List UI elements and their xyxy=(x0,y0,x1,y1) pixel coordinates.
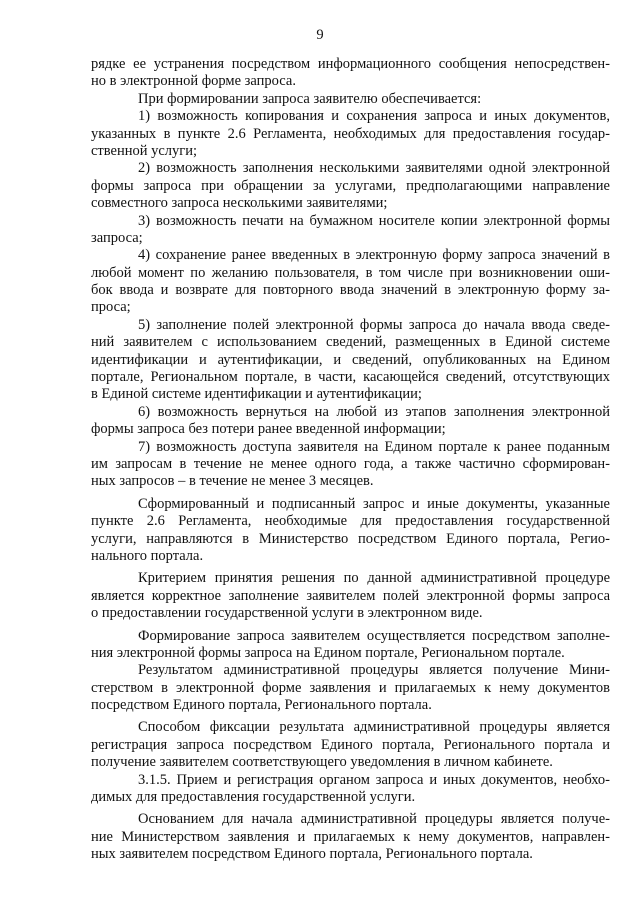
text-line: 2) возможность заполнения несколькими заявителями одной электронной xyxy=(138,160,610,177)
text-line: проса; xyxy=(91,299,131,316)
paragraph xyxy=(91,662,610,714)
text-line: Основанием для начала административной процедуры является получе- xyxy=(138,811,610,828)
text-line: совместного запроса несколькими заявителями; xyxy=(91,195,388,212)
paragraph xyxy=(91,404,610,439)
text-line: портале, Региональном портале, в части, касающейся сведений, отсутствующих xyxy=(91,369,610,386)
paragraph xyxy=(91,56,610,91)
text-line: Результатом административной процедуры является получение Мини- xyxy=(138,662,610,679)
text-line: 3) возможность печати на бумажном носителе копии электронной формы xyxy=(138,212,610,229)
text-line: ний заявителем с использованием сведений, размещенных в Единой системе xyxy=(91,334,610,351)
text-line: нального портала. xyxy=(91,547,204,564)
text-line: формы запроса при обращении за услугами, предполагающими направление xyxy=(91,177,610,194)
text-line: стерством в электронной форме заявления и прилагаемых к нему документов xyxy=(91,679,610,696)
text-line: При формировании запроса заявителю обеспечивается: xyxy=(138,90,482,107)
text-line: услуги, направляются в Министерство посредством Единого портала, Регио- xyxy=(91,530,610,547)
paragraph xyxy=(91,570,610,622)
text-line: ственной услуги; xyxy=(91,142,198,159)
text-line: димых для предоставления государственной услуги. xyxy=(91,789,416,806)
text-line: о предоставлении государственной услуги в электронном виде. xyxy=(91,605,483,622)
paragraph xyxy=(91,496,610,566)
text-line: 7) возможность доступа заявителя на Едином портале к ранее поданным xyxy=(138,438,610,455)
paragraph xyxy=(91,108,610,160)
text-line: рядке ее устранения посредством информационного сообщения непосредствен- xyxy=(91,56,610,72)
paragraph xyxy=(91,213,610,248)
paragraph xyxy=(91,160,610,212)
text-line: 4) сохранение ранее введенных в электронную форму запроса значений в xyxy=(138,247,610,264)
text-line: но в электронной форме запроса. xyxy=(91,73,296,90)
text-line: ных запросов – в течение не менее 3 месяцев. xyxy=(91,473,374,490)
text-line: им запросам в течение не менее одного года, а также частично сформирован- xyxy=(91,455,610,472)
text-line: 3.1.5. Прием и регистрация органом запроса и иных документов, необхо- xyxy=(138,771,610,788)
text-line: Критерием принятия решения по данной административной процедуре xyxy=(138,570,610,587)
text-line: идентификации и аутентификации, и сведений, опубликованных на Едином xyxy=(91,351,610,368)
paragraph xyxy=(91,719,610,771)
text-line: пункте 2.6 Регламента, необходимые для предоставления государственной xyxy=(91,513,610,530)
paragraph xyxy=(91,439,610,491)
text-line: указанных в пункте 2.6 Регламента, необходимых для предоставления государ- xyxy=(91,125,610,142)
text-line: ния электронной формы запроса на Едином портале, Региональном портале. xyxy=(91,644,565,661)
page-number: 9 xyxy=(316,27,324,43)
text-line: 1) возможность копирования и сохранения запроса и иных документов, xyxy=(138,108,610,125)
text-line: любой момент по желанию пользователя, в том числе при возникновении оши- xyxy=(91,264,610,281)
text-line: Способом фиксации результата административной процедуры является xyxy=(138,719,610,736)
text-line: запроса; xyxy=(91,229,143,246)
text-line: ных заявителем посредством Единого портала, Регионального портала. xyxy=(91,846,533,863)
paragraph xyxy=(91,247,610,317)
text-line: является корректное заполнение заявителем полей электронной формы запроса xyxy=(91,587,610,604)
paragraph xyxy=(91,628,610,663)
text-line: формы запроса без потери ранее введенной информации; xyxy=(91,421,446,438)
paragraph xyxy=(91,317,610,404)
text-line: 5) заполнение полей электронной формы запроса до начала ввода сведе- xyxy=(138,316,610,333)
text-line: Сформированный и подписанный запрос и иные документы, указанные xyxy=(138,495,610,512)
document-body xyxy=(91,56,610,864)
text-line: в Единой системе идентификации и аутентификации; xyxy=(91,386,422,403)
paragraph xyxy=(91,91,610,108)
text-line: Формирование запроса заявителем осуществляется посредством заполне- xyxy=(138,627,610,644)
paragraph xyxy=(91,772,610,807)
text-line: получение заявителем соответствующего уведомления в личном кабинете. xyxy=(91,754,553,771)
text-line: ние Министерством заявления и прилагаемых к нему документов, направлен- xyxy=(91,828,610,845)
paragraph xyxy=(91,811,610,863)
text-line: 6) возможность вернуться на любой из этапов заполнения электронной xyxy=(138,403,610,420)
text-line: посредством Единого портала, Регионального портала. xyxy=(91,697,432,714)
text-line: бок ввода и возврате для повторного ввода значений в электронную форму за- xyxy=(91,282,610,299)
text-line: регистрация запроса посредством Единого портала, Регионального портала и xyxy=(91,736,610,753)
